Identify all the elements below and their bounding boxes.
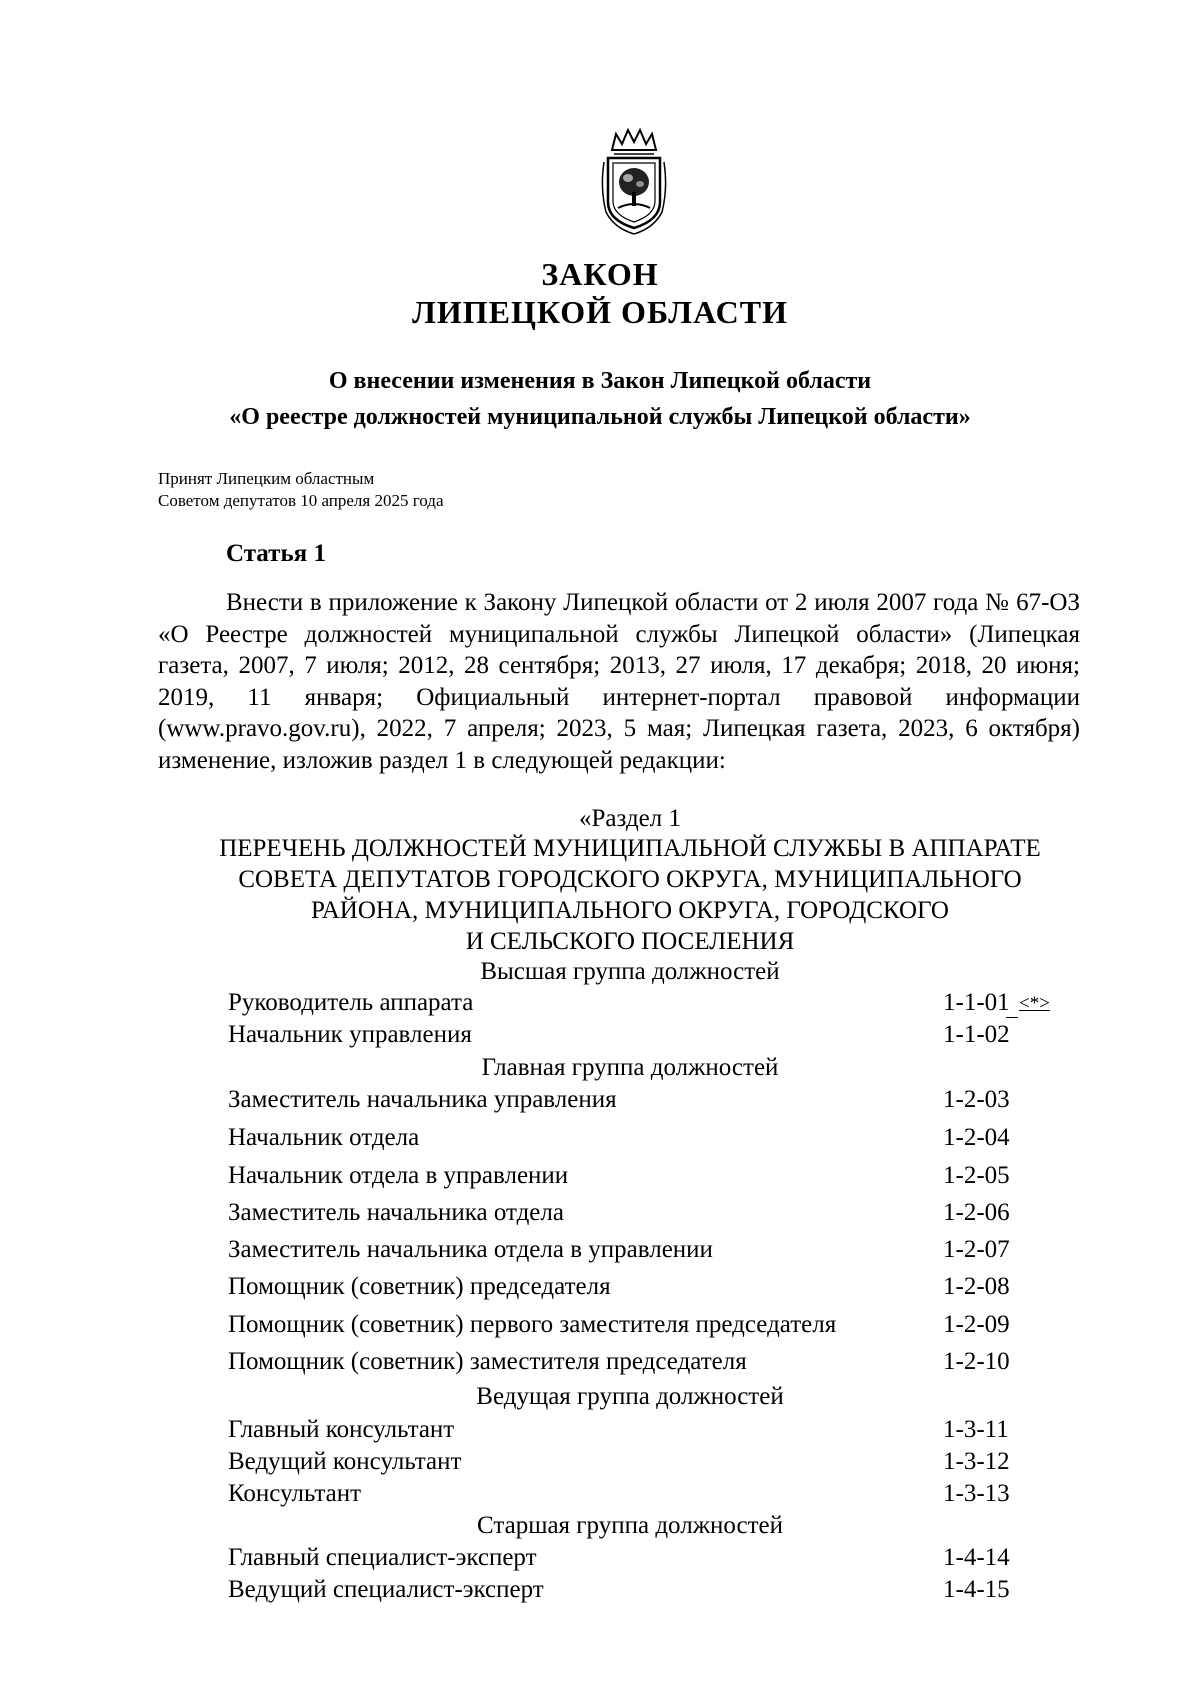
position-name: Главный консультант — [228, 1416, 455, 1443]
position-code: 1-2-08 — [943, 1273, 1010, 1300]
position-name: Ведущий консультант — [228, 1448, 462, 1475]
position-name: Главный специалист-эксперт — [228, 1544, 537, 1571]
law-region: ЛИПЕЦКОЙ ОБЛАСТИ — [412, 294, 788, 330]
footnote-underline — [1006, 1017, 1018, 1018]
position-name: Начальник отдела в управлении — [228, 1162, 569, 1189]
article-text — [158, 587, 1080, 776]
position-name: Ведущий специалист-эксперт — [228, 1576, 544, 1603]
law-title: ЗАКОН — [541, 256, 659, 292]
position-name: Заместитель начальника отдела — [228, 1199, 564, 1226]
section-heading-line2: СОВЕТА ДЕПУТАТОВ ГОРОДСКОГО ОКРУГА, МУНИЦИПАЛЬНОГО — [238, 866, 1022, 893]
coat-of-arms-icon — [598, 128, 670, 236]
position-name: Руководитель аппарата — [228, 989, 474, 1016]
position-name: Консультант — [228, 1480, 362, 1507]
position-code: 1-2-09 — [943, 1311, 1010, 1338]
position-code: 1-3-12 — [943, 1448, 1010, 1475]
position-name: Начальник отдела — [228, 1124, 420, 1151]
position-code: 1-2-06 — [943, 1199, 1010, 1226]
section-heading-line3: РАЙОНА, МУНИЦИПАЛЬНОГО ОКРУГА, ГОРОДСКОГО — [311, 897, 949, 924]
adopted-line1: Принят Липецким областным — [158, 469, 375, 488]
section-heading-line1: ПЕРЕЧЕНЬ ДОЛЖНОСТЕЙ МУНИЦИПАЛЬНОЙ СЛУЖБЫ В АППАРАТЕ — [219, 835, 1041, 862]
article-heading: Статья 1 — [226, 540, 326, 567]
group-title: Ведущая группа должностей — [476, 1383, 784, 1410]
position-code: 1-4-14 — [943, 1544, 1010, 1571]
footnote-link[interactable]: <*> — [1019, 993, 1050, 1014]
position-code: 1-3-11 — [943, 1416, 1009, 1443]
law-subtitle-line1: О внесении изменения в Закон Липецкой области — [328, 368, 872, 394]
group-title: Высшая группа должностей — [480, 958, 780, 985]
law-subtitle-line2: «О реестре должностей муниципальной службы Липецкой области» — [229, 404, 971, 430]
section-label: «Раздел 1 — [579, 805, 681, 832]
position-code: 1-3-13 — [943, 1480, 1010, 1507]
position-code: 1-2-10 — [943, 1348, 1010, 1375]
group-title: Старшая группа должностей — [477, 1512, 783, 1539]
position-code: 1-2-07 — [943, 1236, 1010, 1263]
position-code: 1-1-01 — [943, 989, 1010, 1016]
position-code: 1-2-04 — [943, 1124, 1010, 1151]
position-name: Заместитель начальника отдела в управлении — [228, 1236, 713, 1263]
position-code: 1-1-02 — [943, 1021, 1010, 1048]
position-name: Заместитель начальника управления — [228, 1086, 617, 1113]
adopted-line2: Советом депутатов 10 апреля 2025 года — [158, 491, 444, 510]
position-name: Помощник (советник) первого заместителя председателя — [228, 1311, 837, 1338]
position-name: Помощник (советник) председателя — [228, 1273, 611, 1300]
position-name: Начальник управления — [228, 1021, 472, 1048]
position-name: Помощник (советник) заместителя председателя — [228, 1348, 747, 1375]
position-code: 1-4-15 — [943, 1576, 1010, 1603]
position-code: 1-2-03 — [943, 1086, 1010, 1113]
position-code: 1-2-05 — [943, 1162, 1010, 1189]
group-title: Главная группа должностей — [481, 1054, 779, 1081]
section-heading-line4: И СЕЛЬСКОГО ПОСЕЛЕНИЯ — [465, 928, 795, 955]
article-text-content: Внести в приложение к Закону Липецкой области от 2 июля 2007 года № 67-ОЗ «О Реестре должностей муниципальной службы Липецкой области» (Липецкая газета, 2007, 7 июля; 2012, 28 сентября; 2013, 27 июля, 17 декабря; 2018, 20 июня; 2019, 11 января; Официальный интернет-портал правовой информации (www.pravo.gov.ru), 2022, 7 апреля; 2023, 5 мая; Липецкая газета, 2023, 6 октября) изменение, изложив раздел 1 в следующей редакции: — [158, 589, 1080, 774]
